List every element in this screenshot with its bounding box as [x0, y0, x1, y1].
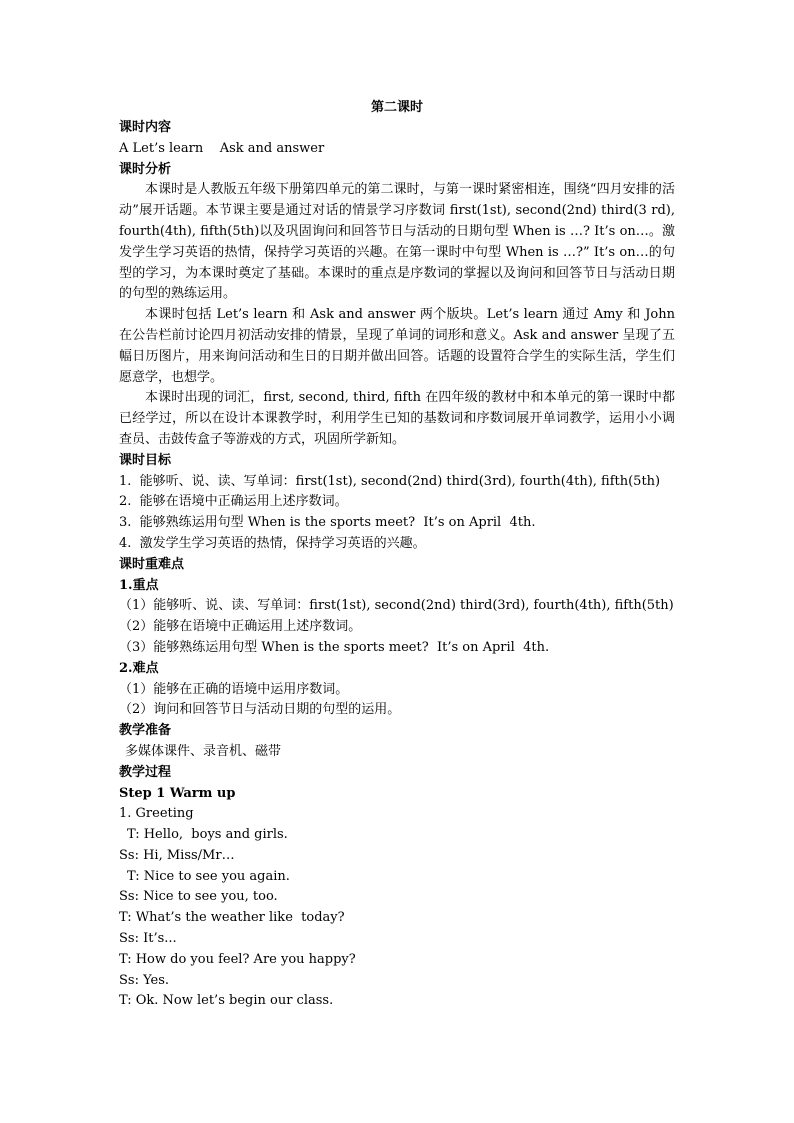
dialogue-line: T: Hello, boys and girls. — [127, 827, 288, 843]
dialogue-line: Ss: Yes. — [119, 972, 170, 988]
section-heading-key-points: 课时重难点 — [119, 556, 185, 572]
dialogue-line: Ss: Hi, Miss/Mr… — [119, 847, 235, 863]
goal-item: 4. 激发学生学习英语的热情，保持学习英语的兴趣。 — [119, 535, 426, 551]
goal-item: 3. 能够熟练运用句型 When is the sports meet? It’s on April 4th. — [119, 515, 536, 531]
preparation-text: 多媒体课件、录音机、磁带 — [125, 743, 282, 759]
dialogue-line: T: How do you feel? Are you happy? — [119, 951, 356, 967]
document-body — [119, 118, 675, 1012]
goal-item: 1. 能够听、说、读、写单词：first(1st), second(2nd) third(3rd), fourth(4th), fifth(5th) — [119, 473, 661, 489]
difficult-item: （2）询问和回答节日与活动日期的句型的运用。 — [119, 702, 401, 718]
section-heading-preparation: 教学准备 — [119, 723, 172, 739]
analysis-paragraph-2: 本课时包括 Let’s learn 和 Ask and answer 两个版块。Let’s learn 通过 Amy 和 John 在公告栏前讨论四月初活动安排的情景，呈现了单词的词形和意义。Ask and answer 呈现了五幅日历图片，用来询问活动和生日的日期并做出回答。话题的设置符合学生的实际生活，学生们愿意学，也想学。 — [119, 307, 675, 385]
step-heading: Step 1 Warm up — [119, 785, 236, 801]
dialogue-line: Ss: Nice to see you, too. — [119, 889, 278, 905]
difficult-item: （1）能够在正确的语境中运用序数词。 — [119, 681, 349, 697]
dialogue-line: T: Ok. Now let’s begin our class. — [119, 993, 334, 1009]
analysis-paragraph-1: 本课时是人教版五年级下册第四单元的第二课时，与第一课时紧密相连，围绕“四月安排的活动”展开话题。本节课主要是通过对话的情景学习序数词 first(1st), second(2nd) third(3 rd), fourth(4th), fifth(5th)以及巩固询问和回答节日与活动的日期句型 When is …? It’s on…。激发学生学习英语的热情，保持学习英语的兴趣。在第一课时中句型 When is …?” It’s on…的句型的学习，为本课时奠定了基础。本课时的重点是序数词的掌握以及询问和回答节日与活动日期的句型的熟练运用。 — [119, 182, 675, 302]
goal-item: 2. 能够在语境中正确运用上述序数词。 — [119, 494, 348, 510]
page-title: 第二课时 — [370, 100, 423, 115]
subheading-difficult: 2.难点 — [119, 660, 159, 676]
dialogue-line: Ss: It’s... — [119, 931, 177, 947]
key-item: （2）能够在语境中正确运用上述序数词。 — [119, 619, 362, 635]
dialogue-line: T: Nice to see you again. — [127, 868, 290, 884]
dialogue-line: T: What’s the weather like today? — [119, 910, 345, 926]
section-heading-analysis: 课时分析 — [119, 161, 172, 177]
key-item: （1）能够听、说、读、写单词：first(1st), second(2nd) third(3rd), fourth(4th), fifth(5th) — [119, 598, 674, 614]
section-heading-goals: 课时目标 — [119, 452, 172, 468]
greeting-label: 1. Greeting — [119, 806, 194, 822]
content-line: A Let’s learn Ask and answer — [119, 140, 325, 156]
section-heading-process: 教学过程 — [119, 764, 172, 780]
key-item: （3）能够熟练运用句型 When is the sports meet? It’s on April 4th. — [119, 639, 550, 655]
section-heading-content: 课时内容 — [119, 120, 172, 135]
subheading-key: 1.重点 — [119, 577, 159, 593]
analysis-paragraph-3: 本课时出现的词汇，first, second, third, fifth 在四年级的教材中和本单元的第一课时中都已经学过，所以在设计本课教学时，利用学生已知的基数词和序数词展开单词教学，运用小小调查员、击鼓传盒子等游戏的方式，巩固所学新知。 — [119, 390, 675, 447]
